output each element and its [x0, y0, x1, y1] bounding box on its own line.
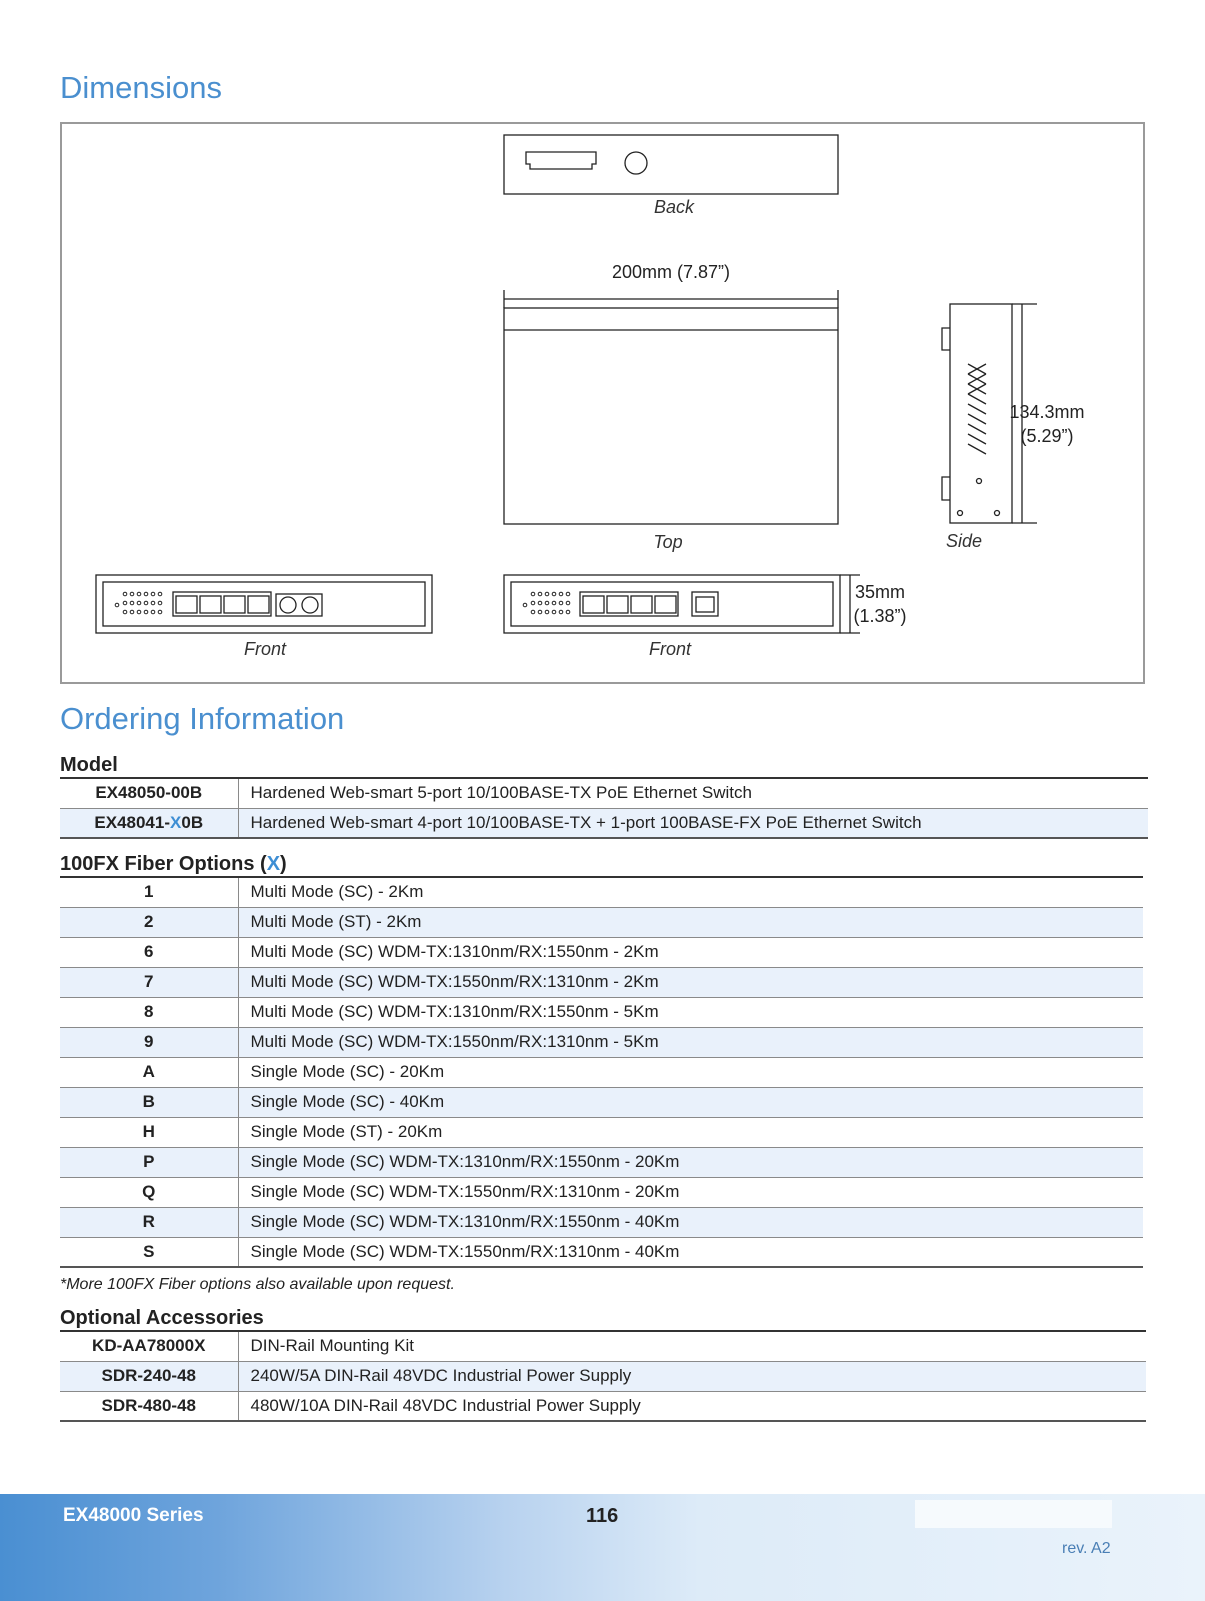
caption-back: Back — [653, 197, 695, 217]
fiber-code: P — [60, 1147, 238, 1177]
table-row — [60, 937, 1143, 967]
table-row — [60, 1331, 1146, 1361]
fiber-description: Multi Mode (ST) - 2Km — [238, 907, 1143, 937]
table-row — [60, 1117, 1143, 1147]
accessory-description: DIN-Rail Mounting Kit — [238, 1331, 1146, 1361]
footer-page-number: 116 — [586, 1505, 619, 1527]
table-row — [60, 997, 1143, 1027]
fiber-description: Single Mode (SC) WDM-TX:1550nm/RX:1310nm - 40Km — [250, 1241, 680, 1261]
fiber-code: S — [60, 1237, 238, 1267]
fiber-options-table — [60, 876, 1143, 1268]
table-row — [60, 1057, 1143, 1087]
fiber-description: Multi Mode (SC) WDM-TX:1310nm/RX:1550nm - 5Km — [238, 997, 1143, 1027]
model-code — [60, 808, 238, 838]
accessory-code: SDR-480-48 — [60, 1391, 238, 1421]
fiber-options-note: *More 100FX Fiber options also available upon request. — [60, 1276, 455, 1293]
fiber-code: 6 — [60, 937, 238, 967]
accessories-heading: Optional Accessories — [60, 1307, 264, 1329]
fiber-options-heading — [60, 853, 287, 876]
table-row — [60, 967, 1143, 997]
fiber-description: Single Mode (ST) - 20Km — [238, 1117, 1143, 1147]
fiber-heading-prefix: 100FX Fiber Options ( — [60, 853, 267, 875]
accessory-description: 240W/5A DIN-Rail 48VDC Industrial Power Supply — [238, 1361, 1146, 1391]
model-description: Hardened Web-smart 5-port 10/100BASE-TX PoE Ethernet Switch — [238, 778, 1148, 808]
back-ground-screw — [625, 152, 647, 174]
dimensions-drawing-panel — [60, 122, 1145, 684]
fiber-description: Single Mode (SC) WDM-TX:1310nm/RX:1550nm - 20Km — [238, 1147, 1143, 1177]
fiber-code: Q — [60, 1177, 238, 1207]
table-row — [60, 778, 1148, 808]
table-row — [60, 1087, 1143, 1117]
front-view-left — [96, 575, 432, 633]
caption-side: Side — [945, 531, 983, 551]
model-code-prefix: EX48041- — [94, 812, 171, 832]
table-row — [60, 1147, 1143, 1177]
back-power-connector — [526, 152, 596, 169]
model-heading: Model — [60, 754, 118, 776]
fiber-code: 7 — [60, 967, 238, 997]
fiber-code: 8 — [60, 997, 238, 1027]
width-dimension-label: 200mm (7.87”) — [611, 262, 731, 282]
fiber-description: Multi Mode (SC) WDM-TX:1550nm/RX:1310nm - 5Km — [238, 1027, 1143, 1057]
dimensions-drawing — [62, 124, 1143, 682]
top-view — [504, 290, 838, 524]
accessories-table — [60, 1330, 1146, 1422]
table-row — [60, 1177, 1143, 1207]
caption-top: Top — [653, 532, 683, 552]
model-code-option-marker: X — [170, 812, 182, 832]
fiber-heading-suffix: ) — [280, 853, 287, 875]
fiber-description: Single Mode (SC) - 20Km — [238, 1057, 1143, 1087]
table-row — [60, 1361, 1146, 1391]
fiber-description: Single Mode (SC) - 40Km — [238, 1087, 1143, 1117]
fiber-description: Single Mode (SC) WDM-TX:1550nm/RX:1310nm - 20Km — [238, 1177, 1143, 1207]
footer-revision: rev. A2 — [1062, 1540, 1111, 1557]
table-row — [60, 1207, 1143, 1237]
footer-blank-field — [915, 1500, 1112, 1528]
model-code: EX48050-00B — [60, 778, 238, 808]
fiber-description: Multi Mode (SC) WDM-TX:1310nm/RX:1550nm - 2Km — [238, 937, 1143, 967]
fiber-description: Multi Mode (SC) - 2Km — [238, 877, 1143, 907]
fiber-code: 2 — [60, 907, 238, 937]
fiber-description: Multi Mode (SC) WDM-TX:1550nm/RX:1310nm - 2Km — [238, 967, 1143, 997]
table-row — [60, 1027, 1143, 1057]
model-code-suffix: 0B — [181, 812, 204, 832]
fiber-code: 9 — [60, 1027, 238, 1057]
table-row — [60, 808, 1148, 838]
depth-dimension-mm: 134.3mm — [1009, 402, 1085, 422]
height-dimension-mm: 35mm — [854, 582, 905, 602]
page-footer — [0, 1494, 1205, 1601]
model-table — [60, 777, 1148, 839]
table-row — [60, 877, 1143, 907]
table-row — [60, 1237, 1143, 1267]
fiber-code: R — [60, 1207, 238, 1237]
height-dimension-in: (1.38”) — [853, 606, 907, 626]
table-row — [60, 907, 1143, 937]
accessory-code: KD-AA78000X — [60, 1331, 238, 1361]
table-row — [60, 1391, 1146, 1421]
dimensions-title: Dimensions — [60, 70, 222, 105]
front-view-right — [504, 575, 860, 633]
ordering-title: Ordering Information — [60, 701, 345, 736]
fiber-code: B — [60, 1087, 238, 1117]
fiber-heading-marker: X — [266, 853, 281, 875]
fiber-code: A — [60, 1057, 238, 1087]
back-view-outline — [504, 135, 838, 194]
model-description: Hardened Web-smart 4-port 10/100BASE-TX + 1-port 100BASE-FX PoE Ethernet Switch — [238, 808, 1148, 838]
accessory-code: SDR-240-48 — [60, 1361, 238, 1391]
fiber-description: Single Mode (SC) WDM-TX:1310nm/RX:1550nm - 40Km — [238, 1207, 1143, 1237]
fiber-code: H — [60, 1117, 238, 1147]
footer-series: EX48000 Series — [63, 1505, 204, 1526]
fiber-code: 1 — [60, 877, 238, 907]
caption-front-left: Front — [243, 639, 286, 659]
depth-dimension-in: (5.29”) — [1020, 426, 1074, 446]
accessory-description: 480W/10A DIN-Rail 48VDC Industrial Power Supply — [250, 1395, 641, 1415]
caption-front-right: Front — [648, 639, 691, 659]
